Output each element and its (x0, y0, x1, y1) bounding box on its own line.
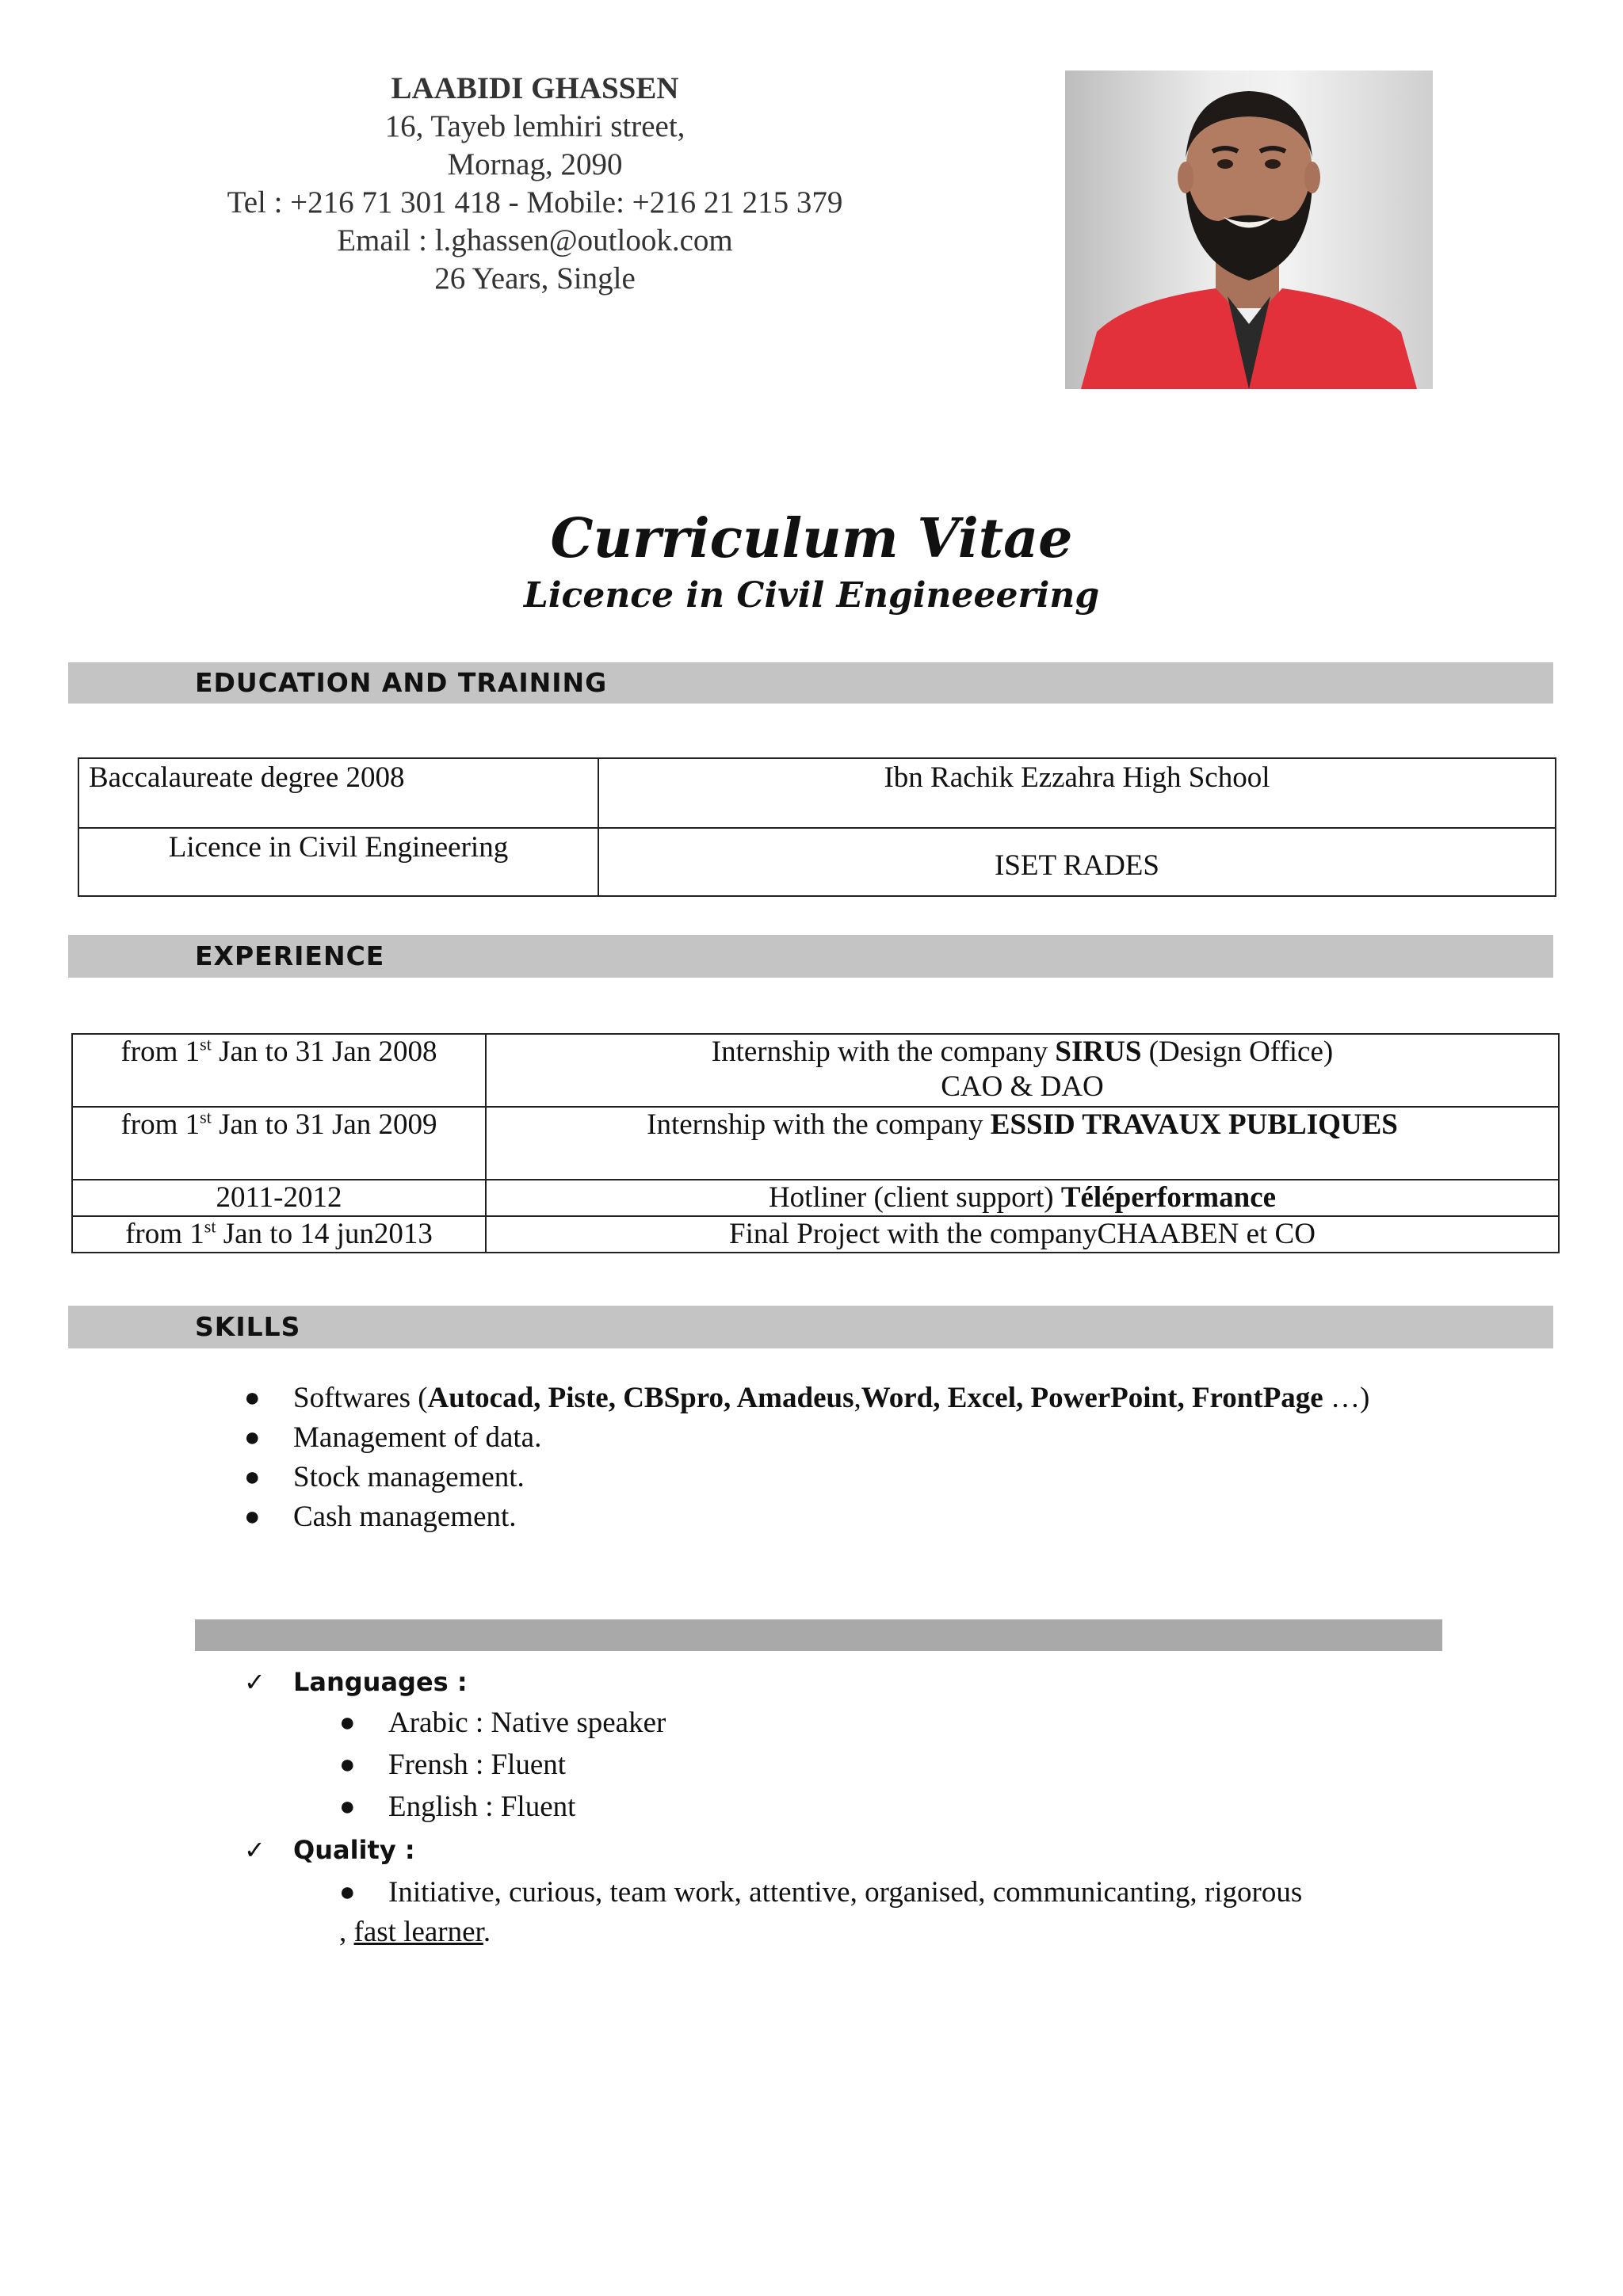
phone-line: Tel : +216 71 301 418 - Mobile: +216 21 215 379 (227, 185, 843, 219)
table-row (78, 828, 1556, 896)
list-item: ● Stock management. (238, 1458, 1369, 1497)
untitled-section-bar (195, 1619, 1442, 1651)
bullet-icon: ● (244, 1502, 261, 1531)
profile-photo (1065, 71, 1433, 389)
quality-continuation: , fast learner. (339, 1916, 491, 1948)
education-degree: Baccalaureate degree 2008 (78, 758, 598, 828)
experience-description: Final Project with the companyCHAABEN et CO (486, 1216, 1559, 1253)
bullet-icon: ● (244, 1383, 261, 1413)
education-school: Ibn Rachik Ezzahra High School (598, 758, 1556, 828)
education-table (78, 757, 1556, 897)
table-row (72, 1180, 1559, 1216)
list-item: ● Initiative, curious, team work, attentive, organised, communicanting, rigorous (333, 1871, 1302, 1913)
bullet-icon: ● (339, 1792, 356, 1821)
languages-list (333, 1702, 666, 1828)
skills-list (238, 1379, 1369, 1537)
education-school: ISET RADES (598, 828, 1556, 896)
table-row (72, 1107, 1559, 1180)
experience-date: from 1st Jan to 31 Jan 2008 (72, 1034, 486, 1107)
list-item: ● Arabic : Native speaker (333, 1702, 666, 1744)
bullet-icon: ● (244, 1463, 261, 1492)
experience-description: Hotliner (client support) Téléperformance (486, 1180, 1559, 1216)
bullet-icon: ● (244, 1423, 261, 1452)
list-item: ● Management of data. (238, 1418, 1369, 1458)
list-item: ● English : Fluent (333, 1786, 666, 1828)
education-degree: Licence in Civil Engineering (78, 828, 598, 896)
experience-table (71, 1033, 1560, 1253)
table-row (72, 1216, 1559, 1253)
quality-label-row (238, 1830, 415, 1870)
bullet-icon: ● (339, 1750, 356, 1779)
languages-label: Languages : (293, 1667, 468, 1697)
experience-date: from 1st Jan to 31 Jan 2009 (72, 1107, 486, 1180)
quality-list (333, 1871, 1302, 1913)
table-row (72, 1034, 1559, 1107)
table-row (78, 758, 1556, 828)
document-title: Curriculum Vitae (550, 507, 1073, 570)
check-icon: ✓ (244, 1835, 265, 1865)
experience-date: 2011-2012 (72, 1180, 486, 1216)
experience-description: Internship with the company ESSID TRAVAUX PUBLIQUES (486, 1107, 1559, 1180)
quality-label: Quality : (293, 1835, 415, 1865)
bullet-icon: ● (339, 1708, 356, 1737)
experience-description: Internship with the company SIRUS (Design Office) CAO & DAO (486, 1034, 1559, 1107)
address-line-1: 16, Tayeb lemhiri street, (384, 109, 685, 143)
skills-section-header: SKILLS (68, 1306, 1553, 1348)
languages-label-row (238, 1662, 468, 1702)
experience-section-header: EXPERIENCE (68, 935, 1553, 978)
contact-block (190, 70, 880, 298)
document-subtitle: Licence in Civil Engineeering (523, 575, 1100, 616)
list-item: ● Cash management. (238, 1497, 1369, 1537)
candidate-name: LAABIDI GHASSEN (391, 71, 679, 105)
address-line-2: Mornag, 2090 (447, 147, 623, 181)
email-line: Email : l.ghassen@outlook.com (337, 223, 733, 257)
education-section-header: EDUCATION AND TRAINING (68, 662, 1553, 704)
experience-date: from 1st Jan to 14 jun2013 (72, 1216, 486, 1253)
fast-learner-text: fast learner (353, 1916, 483, 1948)
check-icon: ✓ (244, 1667, 265, 1697)
list-item: ● Frensh : Fluent (333, 1744, 666, 1786)
age-status-line: 26 Years, Single (434, 261, 636, 296)
bullet-icon: ● (339, 1878, 356, 1907)
list-item: ● Softwares (Autocad, Piste, CBSpro, Amadeus,Word, Excel, PowerPoint, FrontPage …) (238, 1379, 1369, 1418)
